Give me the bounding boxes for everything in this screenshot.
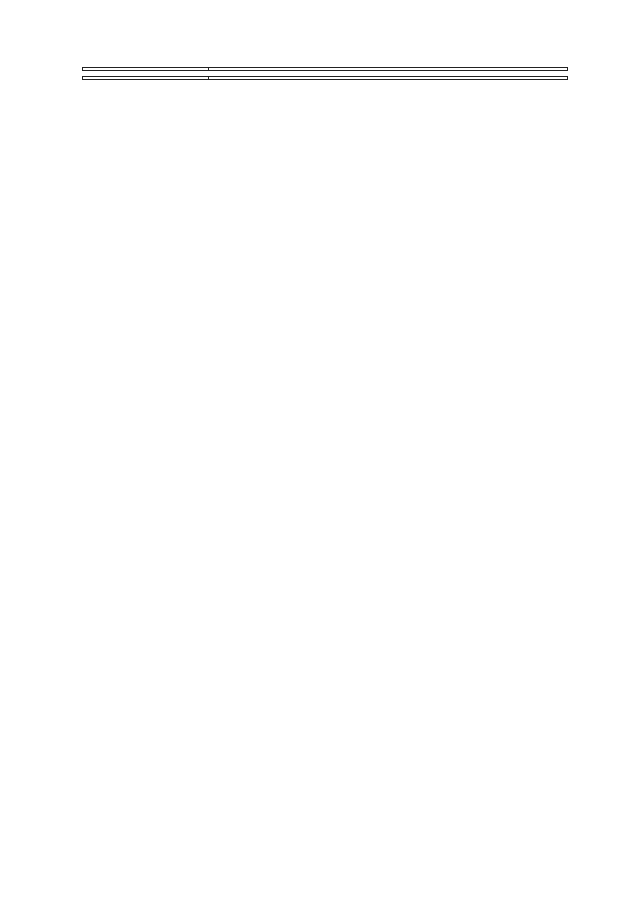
executors-table <box>82 67 568 71</box>
resources-value-cell <box>209 77 568 80</box>
executors-label-cell <box>83 68 209 71</box>
document-body <box>82 65 568 80</box>
executors-value-cell <box>209 68 568 71</box>
table-row <box>83 68 568 71</box>
resources-table <box>82 76 568 80</box>
resources-label-cell <box>83 77 209 80</box>
table-row <box>83 77 568 80</box>
